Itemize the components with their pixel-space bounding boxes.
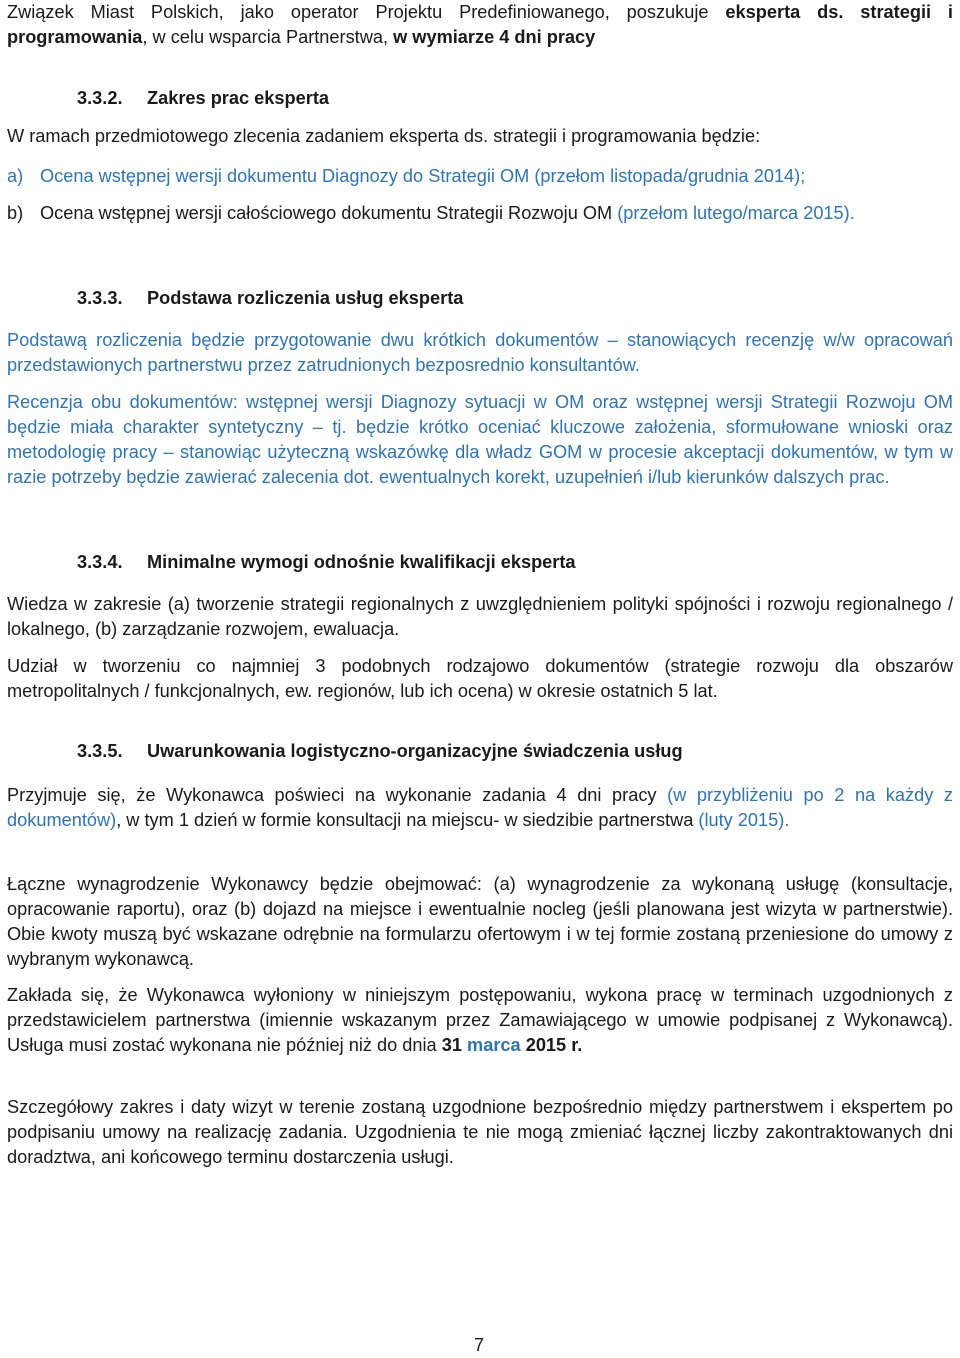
section-332-heading [77, 86, 329, 111]
list-item-a [7, 164, 953, 189]
paragraph-text: , w tym 1 dzień w formie konsultacji na miejscu‐ w siedzibie partnerstwa [116, 810, 699, 830]
intro-text: Związek Miast Polskich, jako operator Projektu Predefiniowanego, poszukuje [7, 2, 726, 22]
section-number: 3.3.3. [77, 288, 123, 308]
section-334-paragraph-2: Udział w tworzeniu co najmniej 3 podobnych rodzajowo dokumentów (strategie rozwoju dla obszarów metropolitalnych / funkcjonalnych, ew. regionów, lub ich ocena) w okresie ostatnich 5 lat. [7, 656, 953, 701]
section-335-paragraph-1 [7, 783, 953, 833]
deadline-year: 2015 r. [525, 1035, 583, 1055]
section-333-paragraph-1: Podstawą rozliczenia będzie przygotowanie dwu krótkich dokumentów – stanowiących recenzję w/w opracowań przedstawionych partnerstwu przez zatrudnionych bezposrednio konsultantów. [7, 330, 953, 375]
section-number: 3.3.5. [77, 741, 123, 761]
paragraph-text-blue: (w przybliżeniu po 2 na każdy z dokumentów) [7, 785, 953, 830]
paragraph-text: Zakłada się, że Wykonawca wyłoniony w niniejszym postępowaniu, wykona pracę w terminach uzgodnionych z przedstawicielem partnerstwa (imiennie wskazanym przez Zamawiającego w umowie podpisanej z Wykonawcą). Usługa musi zostać wykonana nie później niż do dnia [7, 985, 953, 1055]
intro-text-2: , w celu wsparcia Partnerstwa, [142, 27, 394, 47]
list-item-text [40, 201, 953, 226]
section-334-paragraph-1: Wiedza w zakresie (a) tworzenie strategii regionalnych z uwzględnieniem polityki spójności i rozwoju regionalnego / lokalnego, (b) zarządzanie rozwojem, ewaluacja. [7, 594, 953, 639]
paragraph-text-blue: (luty 2015). [698, 810, 790, 830]
section-333-paragraph-2: Recenzja obu dokumentów: wstępnej wersji Diagnozy sytuacji w OM oraz wstępnej wersji Strategii Rozwoju OM będzie miała charakter syntetyczny – tj. będzie krótko oceniać kluczowe założenia, sformułowane wnioski oraz metodologię pracy – stanowiąc użyteczną wskazówkę dla władz GOM w procesie akceptacji dokumentów, w tym w razie potrzeby będzie zawierać zalecenia dot. ewentualnych korekt, uzupełnień i/lub kierunków dalszych prac. [7, 392, 953, 487]
section-number: 3.3.4. [77, 552, 123, 572]
list-item-label: a) [7, 166, 24, 186]
section-333-heading [77, 286, 463, 311]
paragraph-text: Przyjmuje się, że Wykonawca poświeci na wykonanie zadania 4 dni pracy [7, 785, 668, 805]
list-item-label: b) [7, 203, 24, 223]
section-335-paragraph-4: Szczegółowy zakres i daty wizyt w terenie zostaną uzgodnione bezpośrednio między partnerstwem i ekspertem po podpisaniu umowy na realizację zadania. Uzgodnienia te nie mogą zmieniać łącznej liczby zakontraktowanych dni doradztwa, ani końcowego terminu dostarczenia usługi. [7, 1097, 953, 1167]
section-334-heading [77, 550, 576, 575]
list-item-text-main: Ocena wstępnej wersji całościowego dokumentu Strategii Rozwoju OM [40, 203, 618, 223]
section-number: 3.3.2. [77, 88, 123, 108]
section-332-lead: W ramach przedmiotowego zlecenia zadaniem eksperta ds. strategii i programowania będzie: [7, 126, 761, 146]
section-335-paragraph-2: Łączne wynagrodzenie Wykonawcy będzie obejmować: (a) wynagrodzenie za wykonaną usługę (konsultacje, opracowanie raportu), oraz (b) dojazd na miejsce i ewentualnie nocleg (jeśli planowana jest wizyta w partnerstwie). Obie kwoty muszą być wskazane odrębnie na formularzu ofertowym i w tej formie zostaną przeniesione do umowy z wybranym wykonawcą. [7, 874, 953, 969]
page-number: 7 [474, 1335, 485, 1355]
list-item-b [7, 201, 953, 226]
section-335-heading [77, 739, 683, 764]
section-title: Minimalne wymogi odnośnie kwalifikacji eksperta [147, 552, 576, 572]
section-335-paragraph-3 [7, 983, 953, 1058]
list-item-text-date: (przełom lutego/marca 2015). [617, 203, 855, 223]
intro-bold-workload: w wymiarze 4 dni pracy [393, 27, 596, 47]
section-title: Uwarunkowania logistyczno-organizacyjne świadczenia usług [147, 741, 683, 761]
deadline-month: marca [467, 1035, 521, 1055]
intro-bold-role: eksperta ds. strategii i programowania [7, 2, 953, 47]
section-title: Zakres prac eksperta [147, 88, 329, 108]
deadline-day: 31 [441, 1035, 462, 1055]
intro-paragraph [7, 0, 953, 50]
section-title: Podstawa rozliczenia usług eksperta [147, 288, 464, 308]
list-item-text: Ocena wstępnej wersji dokumentu Diagnozy do Strategii OM (przełom listopada/grudnia 2014); [40, 166, 806, 186]
